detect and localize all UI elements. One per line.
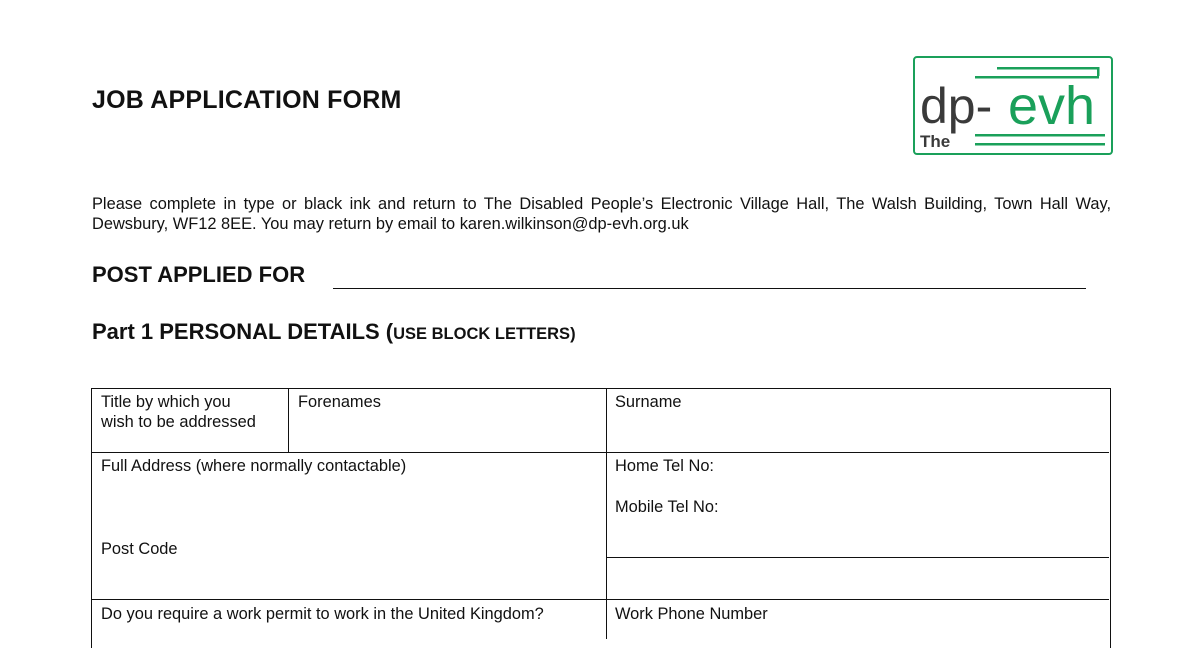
forenames-label: Forenames: [298, 393, 381, 411]
column-divider: [606, 389, 607, 639]
logo-dp-text: dp-: [920, 78, 993, 134]
row-divider: [606, 557, 1109, 558]
column-divider: [288, 389, 289, 452]
work-phone-label: Work Phone Number: [615, 605, 768, 623]
post-applied-for-label: POST APPLIED FOR: [92, 262, 306, 287]
title-label-line2: wish to be addressed: [101, 413, 256, 431]
part1-close-paren: ): [570, 325, 576, 343]
dp-evh-logo: [913, 56, 1113, 155]
title-cell[interactable]: [101, 392, 256, 432]
logo-bar: [997, 67, 1097, 70]
logo-evh-text: evh: [1008, 76, 1096, 136]
page-title: JOB APPLICATION FORM: [92, 86, 402, 114]
part1-heading: [92, 319, 576, 345]
logo-bar: [975, 143, 1105, 146]
logo-the-text: The: [920, 132, 951, 151]
part1-subheading: USE BLOCK LETTERS: [393, 325, 571, 343]
post-applied-for-field[interactable]: [333, 288, 1086, 289]
work-permit-label: Do you require a work permit to work in the United Kingdom?: [101, 605, 544, 623]
mobile-tel-label: Mobile Tel No:: [615, 498, 719, 516]
full-address-label: Full Address (where normally contactable): [101, 457, 407, 475]
intro-instructions: Please complete in type or black ink and return to The Disabled People’s Electronic Village Hall, The Walsh Building, Town Hall Way, Dewsbury, WF12 8EE. You may return by email to karen.wilkinson@dp-evh.org.uk: [92, 195, 1111, 233]
title-label-line1: Title by which you: [101, 393, 231, 411]
personal-details-table: [91, 388, 1111, 648]
dp-evh-logo-graphic: [915, 58, 1111, 153]
surname-label: Surname: [615, 393, 682, 411]
row-divider: [92, 452, 1109, 453]
logo-bar: [1097, 67, 1100, 76]
part1-heading-text: Part 1 PERSONAL DETAILS (: [92, 319, 394, 344]
home-tel-label: Home Tel No:: [615, 457, 714, 475]
row-divider: [92, 599, 1109, 600]
post-code-label: Post Code: [101, 540, 178, 558]
